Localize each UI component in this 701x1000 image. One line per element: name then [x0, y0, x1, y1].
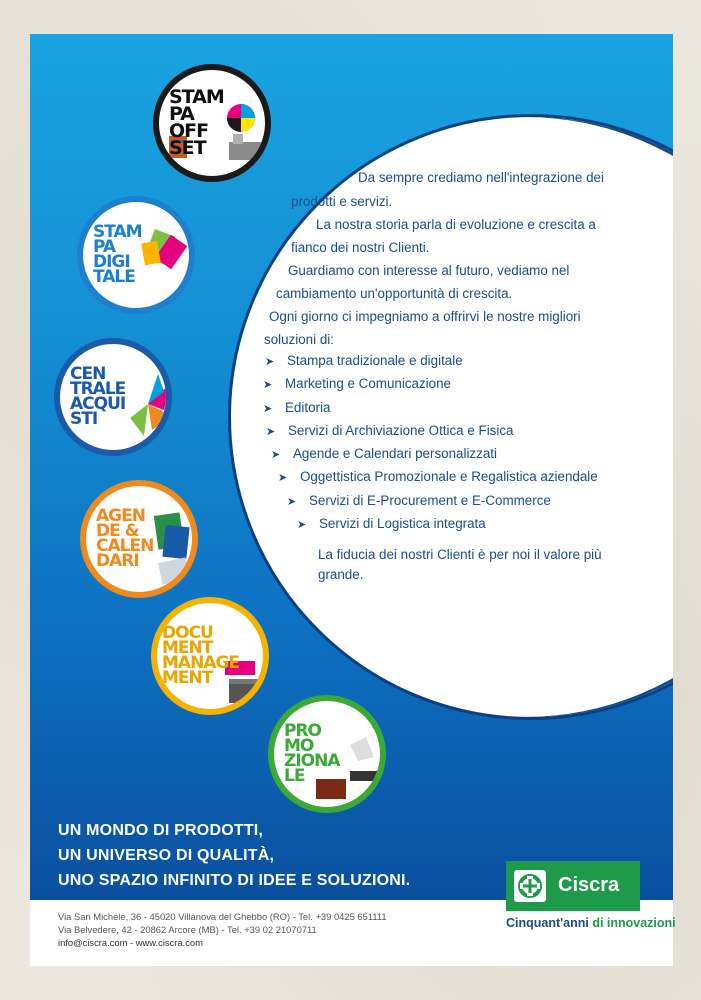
intro-line: Guardiamo con interesse al futuro, vediamo nel	[288, 263, 570, 278]
contact-line: info@ciscra.com - www.ciscra.com	[58, 937, 203, 948]
service-item	[265, 353, 463, 368]
intro-line: cambiamento un'opportunità di crescita.	[276, 286, 513, 301]
service-label: Oggettistica Promozionale e Regalistica aziendale	[300, 469, 598, 484]
badge-centrale-acquisti	[54, 338, 172, 456]
service-label: Servizi di Archiviazione Ottica e Fisica	[288, 423, 514, 438]
service-label: Editoria	[285, 400, 331, 415]
slogan-line: UNO SPAZIO INFINITO DI IDEE E SOLUZIONI.	[58, 872, 411, 889]
intro-line: Da sempre crediamo nell'integrazione dei	[358, 170, 604, 185]
service-label: Stampa tradizionale e digitale	[287, 353, 463, 368]
badge-label: DOCU MENT MANAGE MENT	[162, 623, 240, 688]
arrow-icon: ➤	[263, 379, 273, 391]
arrow-icon: ➤	[263, 403, 273, 415]
badge-label: AGEN DE & CALEN DARI	[96, 506, 154, 571]
service-item	[263, 400, 330, 415]
badge-promozionale	[268, 695, 386, 813]
badge-label: STAM PA DIGI TALE	[93, 222, 142, 287]
service-label: Servizi di Logistica integrata	[319, 516, 486, 531]
service-item	[278, 469, 598, 484]
intro-line: Ogni giorno ci impegniamo a offrirvi le nostre migliori	[269, 309, 581, 324]
address-line: Via Belvedere, 42 - 20862 Arcore (MB) - Tel. +39 02 21070711	[58, 924, 317, 935]
service-item	[297, 516, 486, 531]
intro-line: La nostra storia parla di evoluzione e crescita a	[316, 217, 596, 232]
brand-tagline	[506, 916, 676, 930]
service-label: Servizi di E-Procurement e E-Commerce	[309, 493, 551, 508]
slogan-line: UN MONDO DI PRODOTTI,	[58, 822, 264, 839]
service-item	[266, 423, 514, 438]
service-item	[271, 446, 497, 461]
address-line: Via San Michele, 36 - 45020 Villanova del Ghebbo (RO) - Tel. +39 0425 651111	[58, 911, 387, 922]
badge-agende-calendari	[80, 480, 198, 598]
service-label: Agende e Calendari personalizzati	[293, 446, 497, 461]
intro-line: soluzioni di:	[264, 332, 334, 347]
badge-label: PRO MO ZIONA LE	[284, 721, 340, 786]
intro-line: fianco dei nostri Clienti.	[291, 240, 430, 255]
service-item	[263, 376, 451, 391]
arrow-icon: ➤	[266, 426, 276, 438]
slogan-line: UN UNIVERSO DI QUALITÀ,	[58, 847, 275, 864]
ciscra-logo	[506, 861, 640, 911]
badge-label: CEN TRALE ACQUI STI	[70, 364, 126, 429]
ciscra-logo-icon	[514, 870, 546, 902]
badge-label: STAM PA OFF SET	[169, 86, 224, 159]
arrow-icon: ➤	[265, 356, 275, 368]
brand-name: Ciscra	[558, 874, 620, 896]
badge-document-management	[151, 597, 269, 715]
service-label: Marketing e Comunicazione	[285, 376, 451, 391]
arrow-icon: ➤	[297, 519, 307, 531]
tagline-part1: Cinquant'anni	[506, 916, 589, 930]
closing-line: La fiducia dei nostri Clienti è per noi il valore più	[318, 547, 602, 562]
badge-stampa-digitale	[77, 196, 195, 314]
arrow-icon: ➤	[271, 449, 281, 461]
arrow-icon: ➤	[278, 472, 288, 484]
arrow-icon: ➤	[287, 496, 297, 508]
closing-line: grande.	[318, 567, 364, 582]
service-item	[287, 493, 551, 508]
tagline-part2: di innovazioni	[592, 916, 676, 930]
intro-line: prodotti e servizi.	[291, 194, 393, 209]
badge-stampa-offset	[153, 64, 271, 182]
